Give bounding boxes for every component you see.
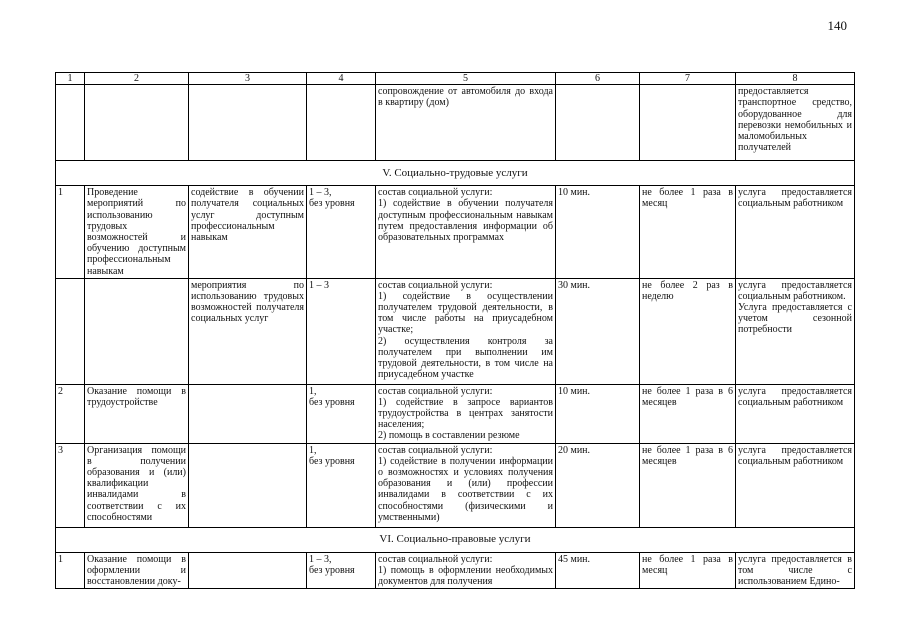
subservice-name — [189, 443, 307, 527]
service-volume: 1 – 3, без уровня — [307, 186, 376, 279]
subservice-name: содействие в обучении получателя социальных услуг доступным профессиональным навыкам — [189, 186, 307, 279]
service-frequency: не более 2 раз в неделю — [640, 278, 736, 384]
table-row — [56, 552, 855, 589]
col-num-2: 2 — [85, 73, 189, 85]
service-volume: 1 – 3, без уровня — [307, 552, 376, 589]
subservice-name: мероприятия по использованию трудовых возможностей получателя социальных услуг — [189, 278, 307, 384]
service-name: Оказание помощи в трудоустройстве — [85, 384, 189, 443]
table-row — [56, 384, 855, 443]
section-title-row — [56, 527, 855, 552]
continuation-conditions: предоставляется транспортное средство, оборудованное для перевозки немобильных и маломобильных получателей — [736, 85, 855, 161]
services-table — [55, 72, 855, 589]
row-number: 2 — [56, 384, 85, 443]
service-name — [85, 278, 189, 384]
continuation-content: сопровождение от автомобиля до входа в квартиру (дом) — [376, 85, 556, 161]
service-content: состав социальной услуги: 1) содействие в получении информации о возможностях и условиях получения образования и (или) профессии инвалидами в соответствии с их способностями (физическими и умственными) — [376, 443, 556, 527]
service-content: состав социальной услуги: 1) помощь в оформлении необходимых документов для получения — [376, 552, 556, 589]
service-conditions: услуга предоставляется социальным работником — [736, 186, 855, 279]
service-conditions: услуга предоставляется социальным работником — [736, 384, 855, 443]
table-row — [56, 186, 855, 279]
subservice-name — [189, 552, 307, 589]
service-name: Оказание помощи в оформлении и восстановлении доку- — [85, 552, 189, 589]
service-volume: 1, без уровня — [307, 384, 376, 443]
service-frequency: не более 1 раза в 6 месяцев — [640, 443, 736, 527]
page-number: 140 — [827, 18, 847, 33]
service-content: состав социальной услуги: 1) содействие в осуществлении получателем трудовой деятельности, в том числе работы на приусадебном участке; 2) осуществления контроля за получателем при выполнении им трудовой деятельности, в том числе на приусадебном участке — [376, 278, 556, 384]
continuation-row — [56, 85, 855, 161]
col-num-5: 5 — [376, 73, 556, 85]
subservice-name — [189, 384, 307, 443]
service-content: состав социальной услуги: 1) содействие в запросе вариантов трудоустройства в центрах занятости населения; 2) помощь в составлении резюме — [376, 384, 556, 443]
service-time: 10 мин. — [556, 384, 640, 443]
section-title: VI. Социально-правовые услуги — [56, 527, 855, 552]
row-number: 1 — [56, 552, 85, 589]
service-frequency: не более 1 раза в 6 месяцев — [640, 384, 736, 443]
section-title-row — [56, 161, 855, 186]
service-frequency: не более 1 раза в месяц — [640, 552, 736, 589]
col-num-4: 4 — [307, 73, 376, 85]
section-title: V. Социально-трудовые услуги — [56, 161, 855, 186]
service-content: состав социальной услуги: 1) содействие в обучении получателя доступным профессиональным навыкам путем предоставления информации об образовательных программах — [376, 186, 556, 279]
col-num-7: 7 — [640, 73, 736, 85]
service-time: 30 мин. — [556, 278, 640, 384]
service-name: Организация помощи в получении образования и (или) квалификации инвалидами в соответствии с их способностями — [85, 443, 189, 527]
service-name: Проведение мероприятий по использованию трудовых возможностей и обучению доступным профессиональным навыкам — [85, 186, 189, 279]
service-conditions: услуга предоставляется социальным работником — [736, 443, 855, 527]
row-number: 1 — [56, 186, 85, 279]
col-num-3: 3 — [189, 73, 307, 85]
table-row — [56, 278, 855, 384]
service-conditions: услуга предоставляется социальным работником. Услуга предоставляется с учетом сезонной потребности — [736, 278, 855, 384]
row-number: 3 — [56, 443, 85, 527]
column-number-row — [56, 73, 855, 85]
service-time: 20 мин. — [556, 443, 640, 527]
table-row — [56, 443, 855, 527]
row-number — [56, 278, 85, 384]
service-frequency: не более 1 раза в месяц — [640, 186, 736, 279]
service-volume: 1 – 3 — [307, 278, 376, 384]
service-time: 10 мин. — [556, 186, 640, 279]
col-num-6: 6 — [556, 73, 640, 85]
col-num-1: 1 — [56, 73, 85, 85]
service-time: 45 мин. — [556, 552, 640, 589]
service-conditions: услуга предоставляется в том числе с использованием Едино- — [736, 552, 855, 589]
col-num-8: 8 — [736, 73, 855, 85]
service-volume: 1, без уровня — [307, 443, 376, 527]
